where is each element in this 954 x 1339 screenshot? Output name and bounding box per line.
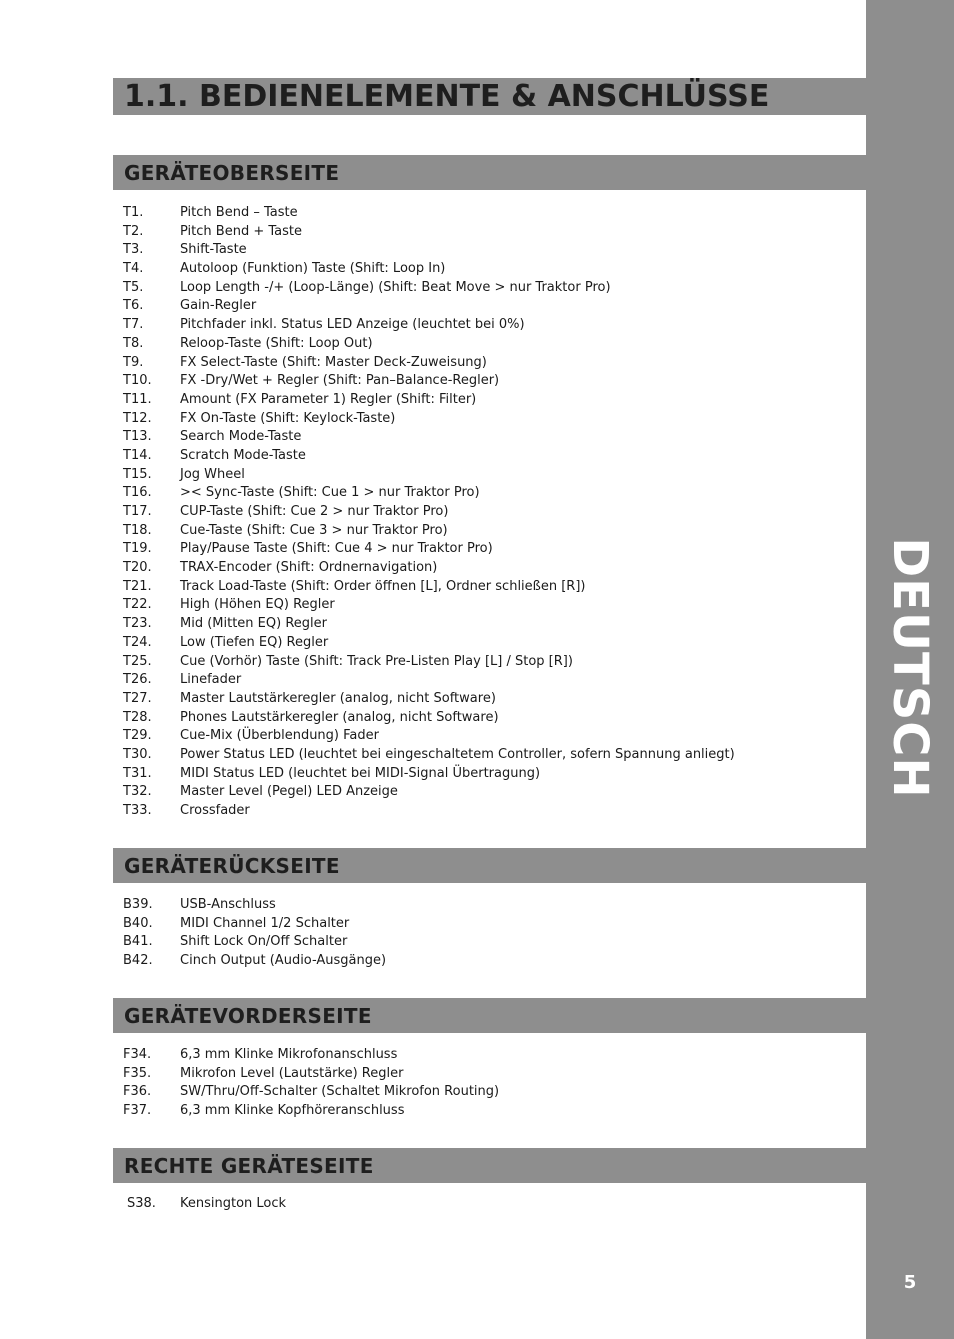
language-label-text: DEUTSCH [882,537,938,799]
item-number: S38. [127,1196,156,1211]
item-number: B42. [123,953,153,969]
section-heading: GERÄTERÜCKSEITE [124,854,340,878]
item-description: SW/Thru/Off-Schalter (Schaltet Mikrofon Routing) [180,1084,500,1100]
item-description: FX On-Taste (Shift: Keylock-Taste) [180,410,396,426]
item-number: T16. [123,485,152,501]
list-item [123,915,863,934]
section-heading: RECHTE GERÄTESEITE [124,1154,374,1178]
item-number: F37. [123,1103,152,1119]
item-description: Loop Length -/+ (Loop-Länge) (Shift: Beat Move > nur Traktor Pro) [180,279,611,295]
section-heading: GERÄTEVORDERSEITE [124,1004,372,1028]
item-description: Mid (Mitten EQ) Regler [180,616,327,632]
item-number: T1. [123,205,144,220]
list-item [123,952,863,971]
item-number: T31. [123,765,152,781]
list-item [123,297,863,316]
item-number: T24. [123,634,152,650]
item-description: 6,3 mm Klinke Kopfhöreranschluss [180,1103,405,1119]
item-description: 6,3 mm Klinke Mikrofonanschluss [180,1047,398,1062]
item-description: USB-Anschluss [180,897,276,912]
list-item [123,1065,863,1084]
item-number: F34. [123,1047,152,1062]
list-item [123,1102,863,1121]
item-number: T10. [123,373,152,389]
item-description: MIDI Channel 1/2 Schalter [180,915,350,931]
item-number: T27. [123,690,152,706]
item-number: T8. [123,335,144,351]
item-description: Pitch Bend + Taste [180,223,302,239]
item-number: T23. [123,616,152,632]
item-number: F36. [123,1084,152,1100]
list-item [123,653,863,672]
item-number: F35. [123,1065,152,1081]
section-heading-band [113,998,866,1033]
list-item [123,447,863,466]
item-description: Cue (Vorhör) Taste (Shift: Track Pre-Listen Play [L] / Stop [R]) [180,653,573,669]
list-item [123,933,863,952]
item-description: Master Level (Pegel) LED Anzeige [180,784,398,800]
item-description: Cue-Taste (Shift: Cue 3 > nur Traktor Pro) [180,522,448,538]
item-number: T5. [123,279,144,295]
item-description: MIDI Status LED (leuchtet bei MIDI-Signal Übertragung) [180,765,541,781]
item-number: T7. [123,317,144,333]
list-item [123,260,863,279]
list-item [123,615,863,634]
item-description: Pitchfader inkl. Status LED Anzeige (leuchtet bei 0%) [180,317,525,333]
list-item [123,559,863,578]
item-description: Crossfader [180,803,250,818]
item-description: High (Höhen EQ) Regler [180,597,335,613]
item-number: T29. [123,728,152,744]
list-item [123,372,863,391]
list-item [123,746,863,765]
item-number: T33. [123,803,152,818]
item-description: Shift-Taste [180,242,247,258]
item-number: B40. [123,915,153,931]
list-item [123,896,863,915]
section-heading: GERÄTEOBERSEITE [124,161,340,185]
list-item [123,223,863,242]
item-number: T14. [123,447,152,463]
list-item [123,1046,863,1065]
list-item [123,335,863,354]
item-description: Phones Lautstärkeregler (analog, nicht Software) [180,709,499,725]
item-number: T11. [123,391,152,407]
item-number: T6. [123,298,144,314]
item-description: Jog Wheel [180,466,245,482]
list-item [123,279,863,298]
list-item [123,578,863,597]
item-number: T2. [123,223,144,239]
item-number: T4. [123,261,144,277]
list-item [123,410,863,429]
page-title: 1.1. BEDIENELEMENTE & ANSCHLÜSSE [124,79,770,114]
item-number: T20. [123,560,152,576]
page-number: 5 [903,1272,917,1293]
list-item [127,1195,867,1214]
item-number: T9. [123,354,144,370]
list-item [123,783,863,802]
list-item [123,466,863,485]
item-description: >< Sync-Taste (Shift: Cue 1 > nur Traktor Pro) [180,485,480,501]
list-item [123,690,863,709]
list-item [123,1083,863,1102]
item-description: Low (Tiefen EQ) Regler [180,634,329,650]
page-title-band [113,78,866,115]
item-number: T13. [123,429,152,445]
item-number: T3. [123,242,144,258]
section-heading-band [113,155,866,190]
list-item [123,709,863,728]
control-list [127,1195,867,1214]
list-item [123,241,863,260]
item-description: Master Lautstärkeregler (analog, nicht Software) [180,690,496,706]
item-number: T19. [123,541,152,557]
list-item [123,391,863,410]
control-list [123,1046,863,1121]
item-number: T21. [123,578,152,594]
item-description: CUP-Taste (Shift: Cue 2 > nur Traktor Pro) [180,504,449,519]
item-description: FX -Dry/Wet + Regler (Shift: Pan–Balance-Regler) [180,373,500,389]
item-description: Mikrofon Level (Lautstärke) Regler [180,1065,404,1081]
item-number: T17. [123,504,152,519]
item-number: T30. [123,746,152,762]
list-item [123,540,863,559]
item-description: Kensington Lock [180,1196,287,1211]
item-description: Scratch Mode-Taste [180,447,306,463]
list-item [123,316,863,335]
list-item [123,354,863,373]
list-item [123,634,863,653]
list-item [123,671,863,690]
list-item [123,522,863,541]
list-item [123,802,863,821]
list-item [123,596,863,615]
list-item [123,503,863,522]
item-description: Search Mode-Taste [180,429,302,445]
item-description: Gain-Regler [180,298,257,314]
list-item [123,204,863,223]
item-description: Cinch Output (Audio-Ausgänge) [180,953,387,969]
item-number: T15. [123,466,152,482]
item-number: T28. [123,709,152,725]
item-number: T18. [123,522,152,538]
section-heading-band [113,848,866,883]
item-description: Pitch Bend – Taste [180,205,298,220]
item-number: B39. [123,897,153,912]
item-description: TRAX-Encoder (Shift: Ordnernavigation) [180,560,438,576]
item-description: Play/Pause Taste (Shift: Cue 4 > nur Traktor Pro) [180,541,493,557]
item-description: Track Load-Taste (Shift: Order öffnen [L], Ordner schließen [R]) [180,578,586,594]
item-description: Autoloop (Funktion) Taste (Shift: Loop In) [180,261,446,277]
item-number: T12. [123,410,152,426]
item-description: Cue-Mix (Überblendung) Fader [180,728,379,744]
section-heading-band [113,1148,866,1183]
item-description: Power Status LED (leuchtet bei eingeschaltetem Controller, sofern Spannung anliegt) [180,746,735,762]
item-number: T32. [123,784,152,800]
list-item [123,727,863,746]
item-description: FX Select-Taste (Shift: Master Deck-Zuweisung) [180,354,487,370]
item-description: Reloop-Taste (Shift: Loop Out) [180,335,373,351]
item-number: B41. [123,934,153,950]
item-description: Linefader [180,672,242,688]
item-number: T25. [123,653,152,669]
item-number: T26. [123,672,152,688]
item-number: T22. [123,597,152,613]
item-description: Amount (FX Parameter 1) Regler (Shift: Filter) [180,391,477,407]
list-item [123,765,863,784]
item-description: Shift Lock On/Off Schalter [180,934,348,950]
control-list [123,204,863,821]
control-list [123,896,863,971]
list-item [123,428,863,447]
list-item [123,484,863,503]
